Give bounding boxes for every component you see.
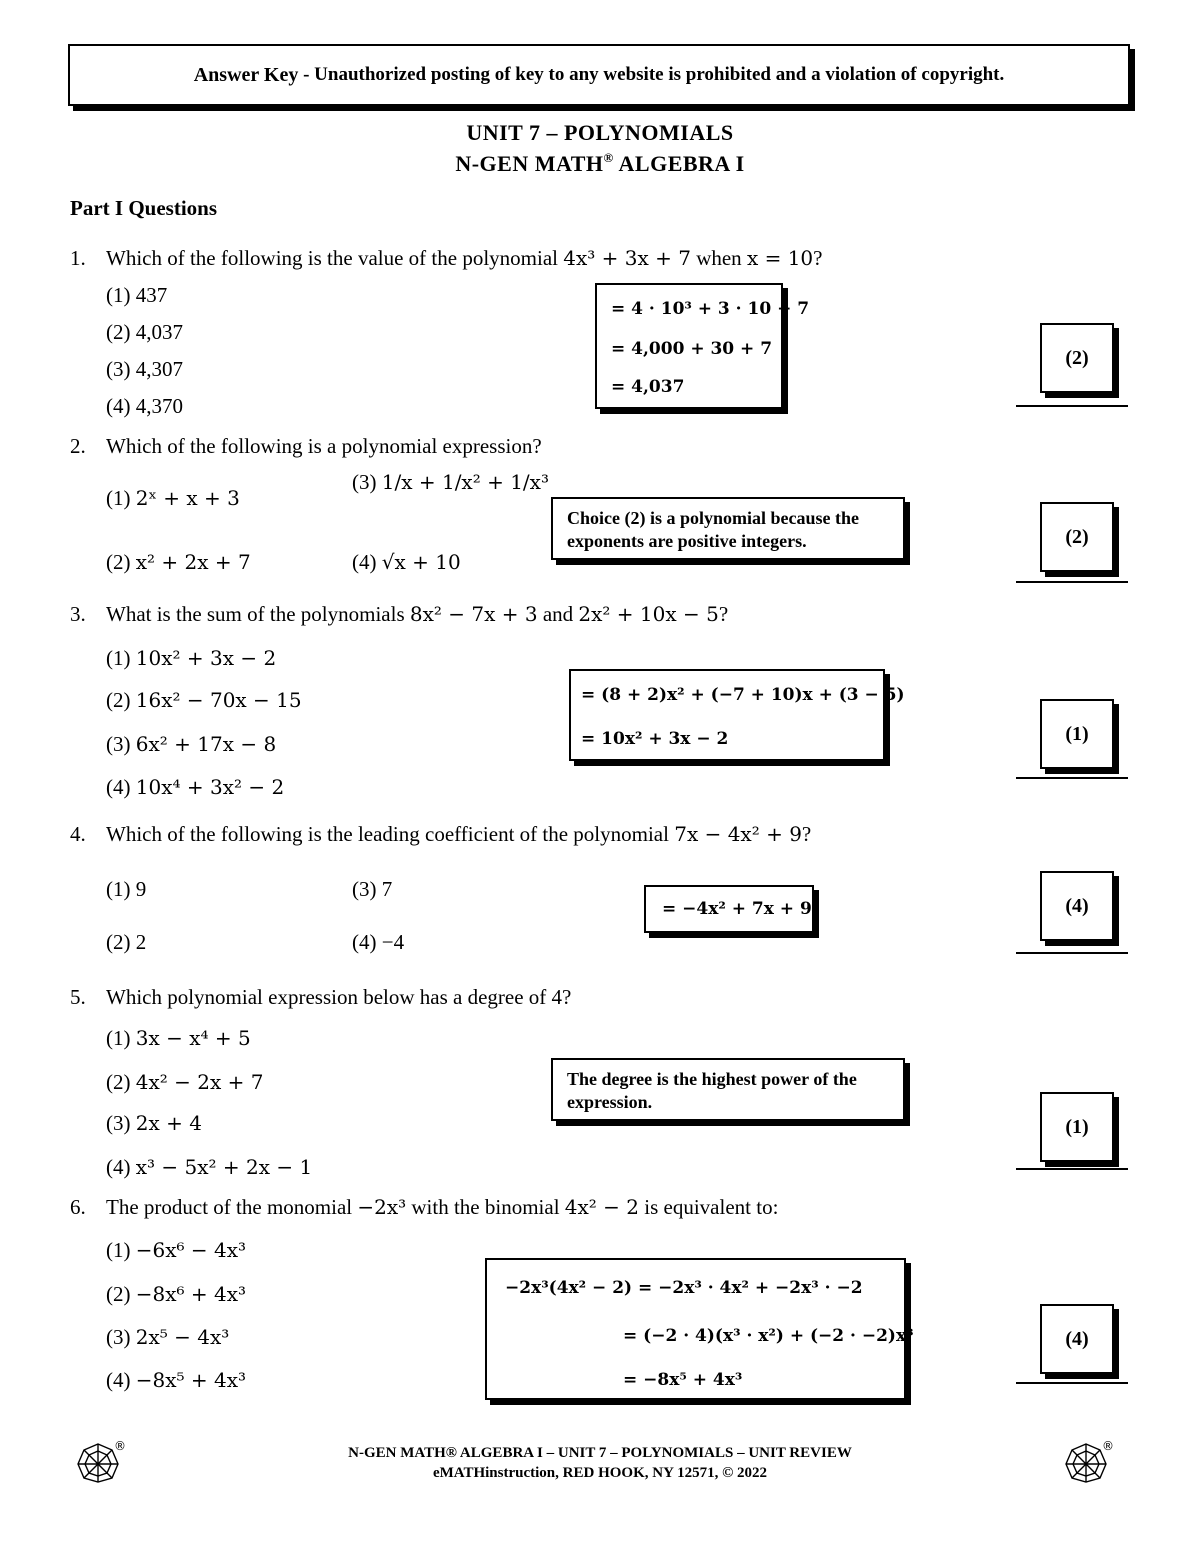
footer-line-2: eMATHinstruction, RED HOOK, NY 12571, © 2022 bbox=[432, 1465, 768, 1481]
q6-choice-4-label: (4) bbox=[106, 1368, 131, 1392]
q1-work-box bbox=[595, 283, 810, 409]
q6-stem-math: −2x³ bbox=[357, 1195, 407, 1219]
q3-stem-math: 8x² − 7x + 3 bbox=[409, 602, 538, 626]
q1-work-line-2: = 4,000 + 30 + 7 bbox=[611, 339, 773, 359]
question-4-stem bbox=[106, 824, 811, 845]
q6-stem-a: The product of the monomial bbox=[106, 1195, 353, 1219]
q4-work-line-1: = −4x² + 7x + 9 bbox=[662, 899, 812, 919]
q2-answer-box: (2) bbox=[1040, 502, 1114, 572]
q1-choice-2: (2) 4,037 bbox=[106, 320, 183, 344]
q2-choice-2-math: x² + 2x + 7 bbox=[135, 550, 251, 574]
question-4-number: 4. bbox=[70, 822, 86, 846]
q3-choice-3-label: (3) bbox=[106, 732, 131, 756]
q3-stem-math2: 2x² + 10x − 5 bbox=[578, 602, 719, 626]
q6-choice-4 bbox=[106, 1370, 246, 1391]
q3-stem-a: What is the sum of the polynomials bbox=[106, 602, 405, 626]
q6-choice-3 bbox=[106, 1327, 229, 1348]
q5-choice-2 bbox=[106, 1072, 263, 1093]
q2-choice-2 bbox=[106, 552, 251, 573]
q3-choice-4-label: (4) bbox=[106, 775, 131, 799]
q6-choice-1-label: (1) bbox=[106, 1238, 131, 1262]
q2-choice-1 bbox=[106, 488, 240, 509]
q3-choice-3 bbox=[106, 734, 276, 755]
q4-choice-2: (2) 2 bbox=[106, 930, 147, 954]
course-title-b: ALGEBRA I bbox=[613, 151, 745, 176]
q5-choice-3-math: 2x + 4 bbox=[135, 1111, 202, 1135]
q4-choice-4: (4) −4 bbox=[352, 930, 405, 954]
part-heading: Part I Questions bbox=[70, 196, 217, 220]
q6-work-box bbox=[485, 1258, 914, 1400]
q6-choice-1-math: −6x⁶ − 4x³ bbox=[135, 1238, 247, 1262]
q1-stem-c: ? bbox=[813, 246, 823, 270]
question-6-number: 6. bbox=[70, 1195, 86, 1219]
q3-answer-line bbox=[1016, 777, 1128, 779]
q1-stem-math: 4x³ + 3x + 7 bbox=[563, 246, 691, 270]
q1-answer-line bbox=[1016, 405, 1128, 407]
q1-stem-math2: x = 10 bbox=[746, 246, 814, 270]
emath-logo-right-icon bbox=[1062, 1440, 1114, 1489]
q4-choice-3: (3) 7 bbox=[352, 877, 393, 901]
q6-choice-3-math: 2x⁵ − 4x³ bbox=[135, 1325, 230, 1349]
question-1-stem bbox=[106, 248, 822, 269]
q3-choice-1-label: (1) bbox=[106, 646, 131, 670]
q4-work-box bbox=[644, 885, 814, 933]
q3-answer-box: (1) bbox=[1040, 699, 1114, 769]
q3-choice-2-math: 16x² − 70x − 15 bbox=[135, 688, 302, 712]
q5-choice-2-math: 4x² − 2x + 7 bbox=[135, 1070, 264, 1094]
q6-choice-2-label: (2) bbox=[106, 1282, 131, 1306]
q6-stem-c: is equivalent to: bbox=[644, 1195, 779, 1219]
q1-work-line-1: = 4 · 10³ + 3 · 10 + 7 bbox=[611, 299, 810, 319]
question-5-number: 5. bbox=[70, 985, 86, 1009]
q6-choice-3-label: (3) bbox=[106, 1325, 131, 1349]
q3-choice-4-math: 10x⁴ + 3x² − 2 bbox=[135, 775, 285, 799]
q6-choice-2 bbox=[106, 1284, 246, 1305]
copyright-banner bbox=[68, 44, 1130, 106]
q5-choice-1-label: (1) bbox=[106, 1026, 131, 1050]
q3-work-line-1: = (8 + 2)x² + (−7 + 10)x + (3 − 5) bbox=[581, 685, 905, 705]
q5-answer-box: (1) bbox=[1040, 1092, 1114, 1162]
question-3-number: 3. bbox=[70, 602, 86, 626]
question-6-stem bbox=[106, 1197, 778, 1218]
question-3-stem bbox=[106, 604, 728, 625]
q3-stem-c: ? bbox=[718, 602, 729, 626]
logo-right-mark: ® bbox=[1102, 1440, 1114, 1453]
q2-answer-line bbox=[1016, 581, 1128, 583]
q6-answer-box: (4) bbox=[1040, 1304, 1114, 1374]
q5-note-box: The degree is the highest power of the expression. bbox=[551, 1058, 905, 1121]
q5-choice-1-math: 3x − x⁴ + 5 bbox=[135, 1026, 251, 1050]
q1-choice-4: (4) 4,370 bbox=[106, 394, 183, 418]
q2-choice-1-math: 2ˣ + x + 3 bbox=[135, 486, 240, 510]
q4-stem-a: Which of the following is the leading coefficient of the polynomial bbox=[106, 822, 669, 846]
registered-mark: ® bbox=[603, 150, 614, 165]
q6-choice-4-math: −8x⁵ + 4x³ bbox=[135, 1368, 247, 1392]
footer-line-1: N-GEN MATH® ALGEBRA I – UNIT 7 – POLYNOMIALS – UNIT REVIEW bbox=[348, 1445, 852, 1461]
q6-stem-b: with the binomial bbox=[411, 1195, 560, 1219]
q1-answer-box: (2) bbox=[1040, 323, 1114, 393]
q3-choice-3-math: 6x² + 17x − 8 bbox=[135, 732, 277, 756]
course-title-a: N-GEN MATH bbox=[455, 151, 604, 176]
q6-stem-math2: 4x² − 2 bbox=[564, 1195, 640, 1219]
emath-logo-left-icon bbox=[74, 1440, 126, 1489]
q3-choice-2 bbox=[106, 690, 302, 711]
q3-work-box bbox=[569, 669, 905, 761]
q5-choice-4-math: x³ − 5x² + 2x − 1 bbox=[135, 1155, 313, 1179]
q5-choice-3-label: (3) bbox=[106, 1111, 131, 1135]
q5-choice-2-label: (2) bbox=[106, 1070, 131, 1094]
q1-work-line-3: = 4,037 bbox=[611, 377, 685, 397]
q3-choice-2-label: (2) bbox=[106, 688, 131, 712]
q4-stem-c: ? bbox=[801, 822, 812, 846]
q6-work-line-3: = −8x⁵ + 4x³ bbox=[623, 1370, 743, 1390]
q1-choice-3: (3) 4,307 bbox=[106, 357, 183, 381]
banner-answer-key: Answer Key bbox=[193, 63, 299, 86]
q6-work-line-2: = (−2 · 4)(x³ · x²) + (−2 · −2)x³ bbox=[623, 1326, 914, 1346]
q4-choice-1: (1) 9 bbox=[106, 877, 147, 901]
q6-choice-1 bbox=[106, 1240, 246, 1261]
q3-work-line-2: = 10x² + 3x − 2 bbox=[581, 729, 729, 749]
q5-answer-line bbox=[1016, 1168, 1128, 1170]
q1-choice-1: (1) 437 bbox=[106, 283, 168, 307]
q2-note-box: Choice (2) is a polynomial because the exponents are positive integers. bbox=[551, 497, 905, 560]
q2-choice-4-math: √x + 10 bbox=[381, 550, 461, 574]
question-1-number: 1. bbox=[70, 246, 86, 270]
q3-choice-1 bbox=[106, 648, 276, 669]
q2-choice-2-label: (2) bbox=[106, 550, 131, 574]
banner-notice: - Unauthorized posting of key to any website is prohibited and a violation of copyright. bbox=[303, 64, 1005, 85]
q6-choice-2-math: −8x⁶ + 4x³ bbox=[135, 1282, 247, 1306]
q2-choice-3-label: (3) bbox=[352, 470, 377, 494]
q6-work-line-1: −2x³(4x² − 2) = −2x³ · 4x² + −2x³ · −2 bbox=[505, 1278, 863, 1298]
question-2-stem: Which of the following is a polynomial expression? bbox=[106, 434, 542, 458]
q3-stem-b: and bbox=[542, 602, 574, 626]
unit-title: UNIT 7 – POLYNOMIALS bbox=[466, 120, 734, 145]
q5-choice-4-label: (4) bbox=[106, 1155, 131, 1179]
q4-answer-box: (4) bbox=[1040, 871, 1114, 941]
q3-choice-1-math: 10x² + 3x − 2 bbox=[135, 646, 277, 670]
q2-choice-3-math: 1/x + 1/x² + 1/x³ bbox=[381, 470, 549, 494]
q1-stem-b: when bbox=[696, 246, 742, 270]
q2-choice-1-label: (1) bbox=[106, 486, 131, 510]
q2-choice-4 bbox=[352, 552, 461, 573]
q5-choice-1 bbox=[106, 1028, 251, 1049]
q2-choice-3 bbox=[352, 472, 549, 493]
question-5-stem: Which polynomial expression below has a degree of 4? bbox=[106, 985, 572, 1009]
q1-stem-a: Which of the following is the value of the polynomial bbox=[106, 246, 558, 270]
q2-choice-4-label: (4) bbox=[352, 550, 377, 574]
q5-choice-3 bbox=[106, 1113, 202, 1134]
q5-choice-4 bbox=[106, 1157, 312, 1178]
q6-answer-line bbox=[1016, 1382, 1128, 1384]
question-2-number: 2. bbox=[70, 434, 86, 458]
logo-left-mark: ® bbox=[114, 1440, 126, 1453]
q3-choice-4 bbox=[106, 777, 284, 798]
q4-stem-math: 7x − 4x² + 9 bbox=[674, 822, 802, 846]
q4-answer-line bbox=[1016, 952, 1128, 954]
course-title bbox=[0, 151, 1200, 177]
